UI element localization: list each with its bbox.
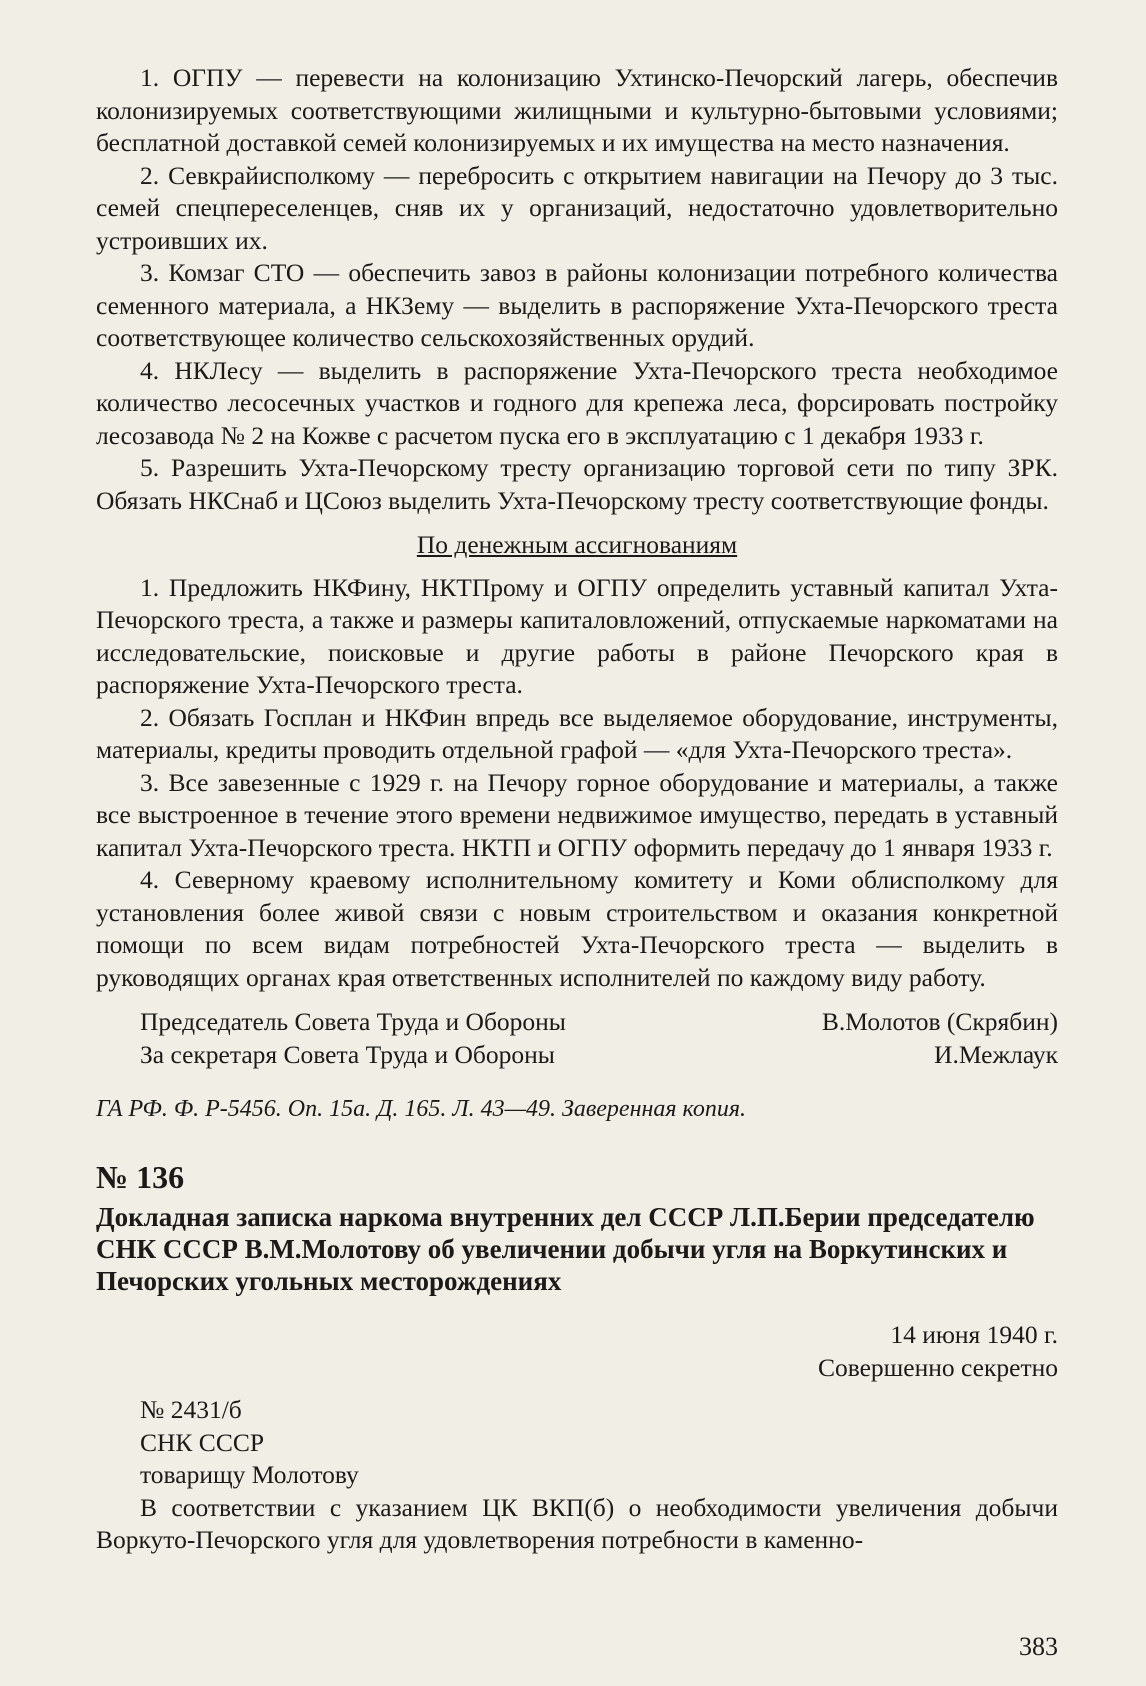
section-title: По денежным ассигнованиям bbox=[416, 530, 738, 559]
funding-paragraph-4: 4. Северному краевому исполнительному комитету и Коми облисполкому для установления более живой связи с новым строительством и оказания конкретной помощи по всем видам потребностей Ухта-Печорского треста — выделить в руководящих органах края ответственных исполнителей по каждому виду работу. bbox=[96, 865, 1058, 992]
paragraph-3: 3. Комзаг СТО — обеспечить завоз в районы колонизации потребного количества семенного материала, а НКЗему — выделить в распоряжение Ухта-Печорского треста соответствующее количество сельскохозяйственных орудий. bbox=[96, 258, 1058, 352]
funding-paragraph-2: 2. Обязать Госплан и НКФин впредь все выделяемое оборудование, инструменты, материалы, кредиты проводить отдельной графой — «для Ухта-Печорского треста». bbox=[96, 702, 1058, 764]
document-date: 14 июня 1940 г. bbox=[890, 1320, 1058, 1349]
registration-number: № 2431/б bbox=[140, 1395, 242, 1424]
points-block-a bbox=[96, 62, 1058, 517]
signature-role: За секретаря Совета Труда и Обороны bbox=[140, 1039, 555, 1069]
signature-row bbox=[96, 1006, 1058, 1039]
addressee-org: СНК СССР bbox=[140, 1427, 265, 1457]
date-block bbox=[96, 1319, 1058, 1384]
document-number: № 136 bbox=[96, 1159, 185, 1195]
paragraph-4: 4. НКЛесу — выделить в распоряжение Ухта-Печорского треста необходимое количество лесосечных участков и годного для крепежа леса, форсировать постройку лесозавода № 2 на Кожве с расчетом пуска его в эксплуатацию с 1 декабря 1933 г. bbox=[96, 355, 1058, 450]
archive-reference: ГА РФ. Ф. Р-5456. Оп. 15а. Д. 165. Л. 43—49. Заверенная копия. bbox=[96, 1096, 747, 1122]
points-block-b bbox=[96, 572, 1058, 995]
document-title: Докладная записка наркома внутренних дел СССР Л.П.Берии председателю СНК СССР В.М.Молотову об увеличении добычи угля на Воркутинских и Печорских угольных месторождениях bbox=[96, 1202, 1035, 1296]
paragraph-1: 1. ОГПУ — перевести на колонизацию Ухтинско-Печорский лагерь, обеспечив колонизируемых соответствующими жилищными и культурно-бытовыми условиями; бесплатной доставкой семей колонизируемых и их имущества на место назначения. bbox=[96, 63, 1058, 157]
signature-name: В.Молотов (Скрябин) bbox=[821, 1007, 1058, 1036]
addressee-person: товарищу Молотову bbox=[140, 1460, 359, 1489]
signature-block bbox=[96, 1006, 1058, 1071]
paragraph-2: 2. Севкрайисполкому — перебросить с открытием навигации на Печору до 3 тыс. семей спецпереселенцев, сняв их у организаций, недостаточно удовлетворительно устроивших их. bbox=[96, 160, 1058, 255]
signature-row bbox=[96, 1039, 1058, 1072]
classification-stamp: Совершенно секретно bbox=[817, 1352, 1058, 1382]
addressee-block bbox=[96, 1394, 1058, 1492]
signature-name: И.Межлаук bbox=[934, 1039, 1058, 1069]
body-start-paragraph: В соответствии с указанием ЦК ВКП(б) о необходимости увеличения добычи Воркуто-Печорского угля для удовлетворения потребности в каменно- bbox=[96, 1492, 1058, 1554]
funding-paragraph-1: 1. Предложить НКФину, НКТПрому и ОГПУ определить уставный капитал Ухта-Печорского треста, а также и размеры капиталовложений, отпускаемые наркоматами на исследовательские, поисковые и другие работы в районе Печорского края в распоряжение Ухта-Печорского треста. bbox=[96, 572, 1058, 699]
page-number: 383 bbox=[1019, 1632, 1058, 1661]
document-page bbox=[96, 62, 1058, 1662]
paragraph-5: 5. Разрешить Ухта-Печорскому тресту организацию торговой сети по типу ЗРК. Обязать НКСнаб и ЦСоюз выделить Ухта-Печорскому тресту соответствующие фонды. bbox=[96, 453, 1058, 515]
funding-paragraph-3: 3. Все завезенные с 1929 г. на Печору горное оборудование и материалы, а также все выстроенное в течение этого времени недвижимое имущество, передать в уставный капитал Ухта-Печорского треста. НКТП и ОГПУ оформить передачу до 1 января 1933 г. bbox=[96, 767, 1058, 862]
signature-role: Председатель Совета Труда и Обороны bbox=[140, 1007, 566, 1036]
